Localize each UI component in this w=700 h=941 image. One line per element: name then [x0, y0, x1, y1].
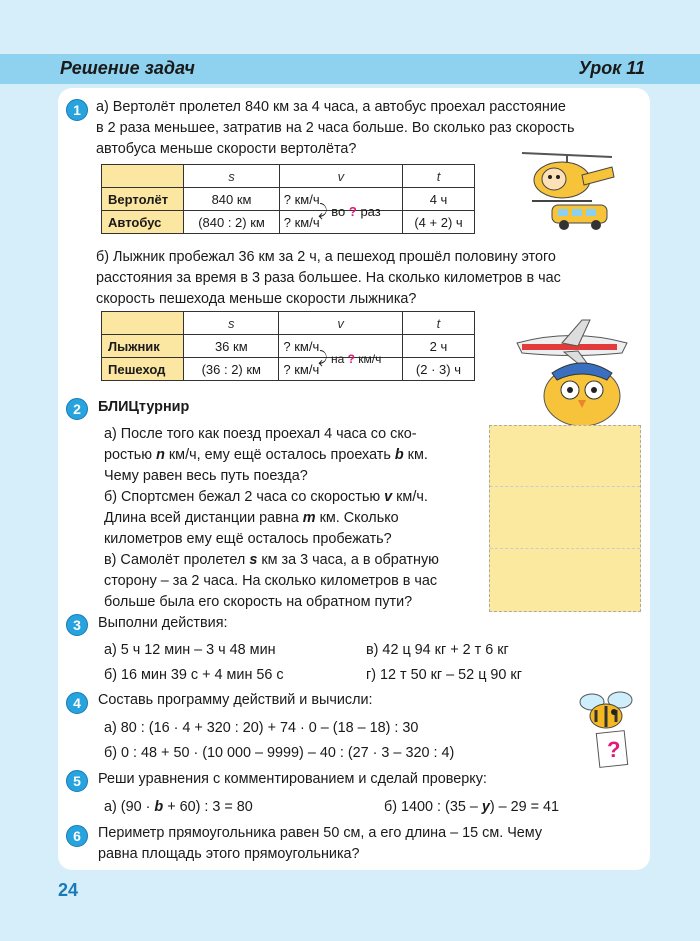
cell: ? км/ч — [279, 358, 403, 381]
compare-label-1: ⤸ во ? раз — [318, 203, 381, 220]
col-header: t — [402, 312, 474, 335]
task-4-title: Составь программу действий и вычисли: — [98, 692, 373, 708]
task-3-badge: 3 — [66, 614, 88, 636]
text-line: в 2 раза меньшее, затратив на 2 часа больше. Во сколько раз скорость — [96, 120, 575, 136]
section-title: Решение задач — [60, 58, 195, 78]
text-line: расстояния за время в 3 раза большее. На сколько километров в час — [96, 270, 561, 286]
col-header: v — [279, 165, 402, 188]
table-corner — [102, 165, 184, 188]
table-corner — [102, 312, 184, 335]
table-skier-pedestrian — [101, 311, 475, 381]
row-label: Автобус — [102, 211, 184, 234]
svg-text:?: ? — [607, 737, 621, 762]
text-line: больше была его скорость на обратном пути? — [104, 594, 413, 610]
cell: 2 ч — [402, 335, 474, 358]
cell: 36 км — [184, 335, 279, 358]
text-line: а) После того как поезд проехал 4 часа со ско- — [104, 426, 417, 442]
text-line: б) Спортсмен бежал 2 часа со скоростью v км/ч. — [104, 489, 428, 505]
task-4-expr: а) 80 : (16 · 4 + 320 : 20) + 74 · 0 – (18 – 18) : 30 — [104, 720, 419, 736]
text-line: а) Вертолёт пролетел 840 км за 4 часа, а автобус проехал расстояние — [96, 99, 566, 115]
task-4-badge: 4 — [66, 692, 88, 714]
task-5-badge: 5 — [66, 770, 88, 792]
col-header: s — [184, 165, 279, 188]
text-line: автобуса меньше скорости вертолёта? — [96, 141, 357, 157]
task-1b-text — [96, 247, 646, 310]
text-line: в) Самолёт пролетел s км за 3 часа, а в обратную — [104, 552, 439, 568]
text-line: сторону – за 2 часа. На сколько километров в час — [104, 573, 438, 589]
task-2b-text — [104, 487, 484, 550]
text-line: равна площадь этого прямоугольника? — [98, 846, 360, 862]
compare-label-2: ⤸ на ? км/ч — [318, 350, 382, 367]
cell: (840 : 2) км — [184, 211, 279, 234]
helicopter-illustration — [512, 145, 622, 235]
bee-illustration — [574, 690, 638, 770]
col-header: t — [403, 165, 475, 188]
row-label: Вертолёт — [102, 188, 184, 211]
text-line: ростью n км/ч, ему ещё осталось проехать b км. — [104, 447, 428, 463]
task-3-item: б) 16 мин 39 с + 4 мин 56 с — [104, 667, 284, 683]
cell: ? км/ч — [279, 211, 402, 234]
task-3-title: Выполни действия: — [98, 615, 228, 631]
plane-owl-illustration — [512, 318, 632, 428]
cell: 840 км — [184, 188, 279, 211]
task-2a-text — [104, 424, 484, 487]
task-3-item: в) 42 ц 94 кг + 2 т 6 кг — [366, 642, 509, 658]
row-label: Лыжник — [102, 335, 184, 358]
task-5-title: Реши уравнения с комментированием и сделай проверку: — [98, 771, 487, 787]
task-3-item: г) 12 т 50 кг – 52 ц 90 кг — [366, 667, 522, 683]
text-line: Периметр прямоугольника равен 50 см, а его длина – 15 см. Чему — [98, 825, 543, 841]
row-label: Пешеход — [102, 358, 184, 381]
answer-area[interactable] — [489, 425, 641, 612]
text-line: скорость пешехода меньше скорости лыжника? — [96, 291, 417, 307]
task-2-badge: 2 — [66, 398, 88, 420]
equation-b: б) 1400 : (35 – y) – 29 = 41 — [384, 799, 560, 815]
cell: (36 : 2) км — [184, 358, 279, 381]
cell: ? км/ч — [279, 335, 403, 358]
task-6-badge: 6 — [66, 825, 88, 847]
cell: (2 · 3) ч — [402, 358, 474, 381]
task-2-title: БЛИЦтурнир — [98, 399, 190, 415]
task-3-item: а) 5 ч 12 мин – 3 ч 48 мин — [104, 642, 276, 658]
divider — [490, 548, 640, 549]
equation-a: а) (90 · b + 60) : 3 = 80 — [104, 799, 253, 815]
col-header: s — [184, 312, 279, 335]
task-6-text — [98, 823, 648, 865]
lesson-number: Урок 11 — [578, 58, 645, 78]
text-line: Длина всей дистанции равна m км. Сколько — [104, 510, 399, 526]
text-line: Чему равен весь путь поезда? — [104, 468, 308, 484]
lesson-header — [0, 54, 700, 84]
task-1-badge: 1 — [66, 99, 88, 121]
task-4-expr: б) 0 : 48 + 50 · (10 000 – 9999) – 40 : (27 · 3 – 320 : 4) — [104, 745, 455, 761]
col-header: v — [279, 312, 403, 335]
text-line: б) Лыжник пробежал 36 км за 2 ч, а пешеход прошёл половину этого — [96, 249, 556, 265]
page-number: 24 — [58, 880, 79, 900]
table-helicopter-bus — [101, 164, 475, 234]
task-2c-text — [104, 550, 484, 613]
cell: 4 ч — [403, 188, 475, 211]
cell: ? км/ч — [279, 188, 402, 211]
text-line: километров ему ещё осталось пробежать? — [104, 531, 392, 547]
divider — [490, 486, 640, 487]
cell: (4 + 2) ч — [403, 211, 475, 234]
